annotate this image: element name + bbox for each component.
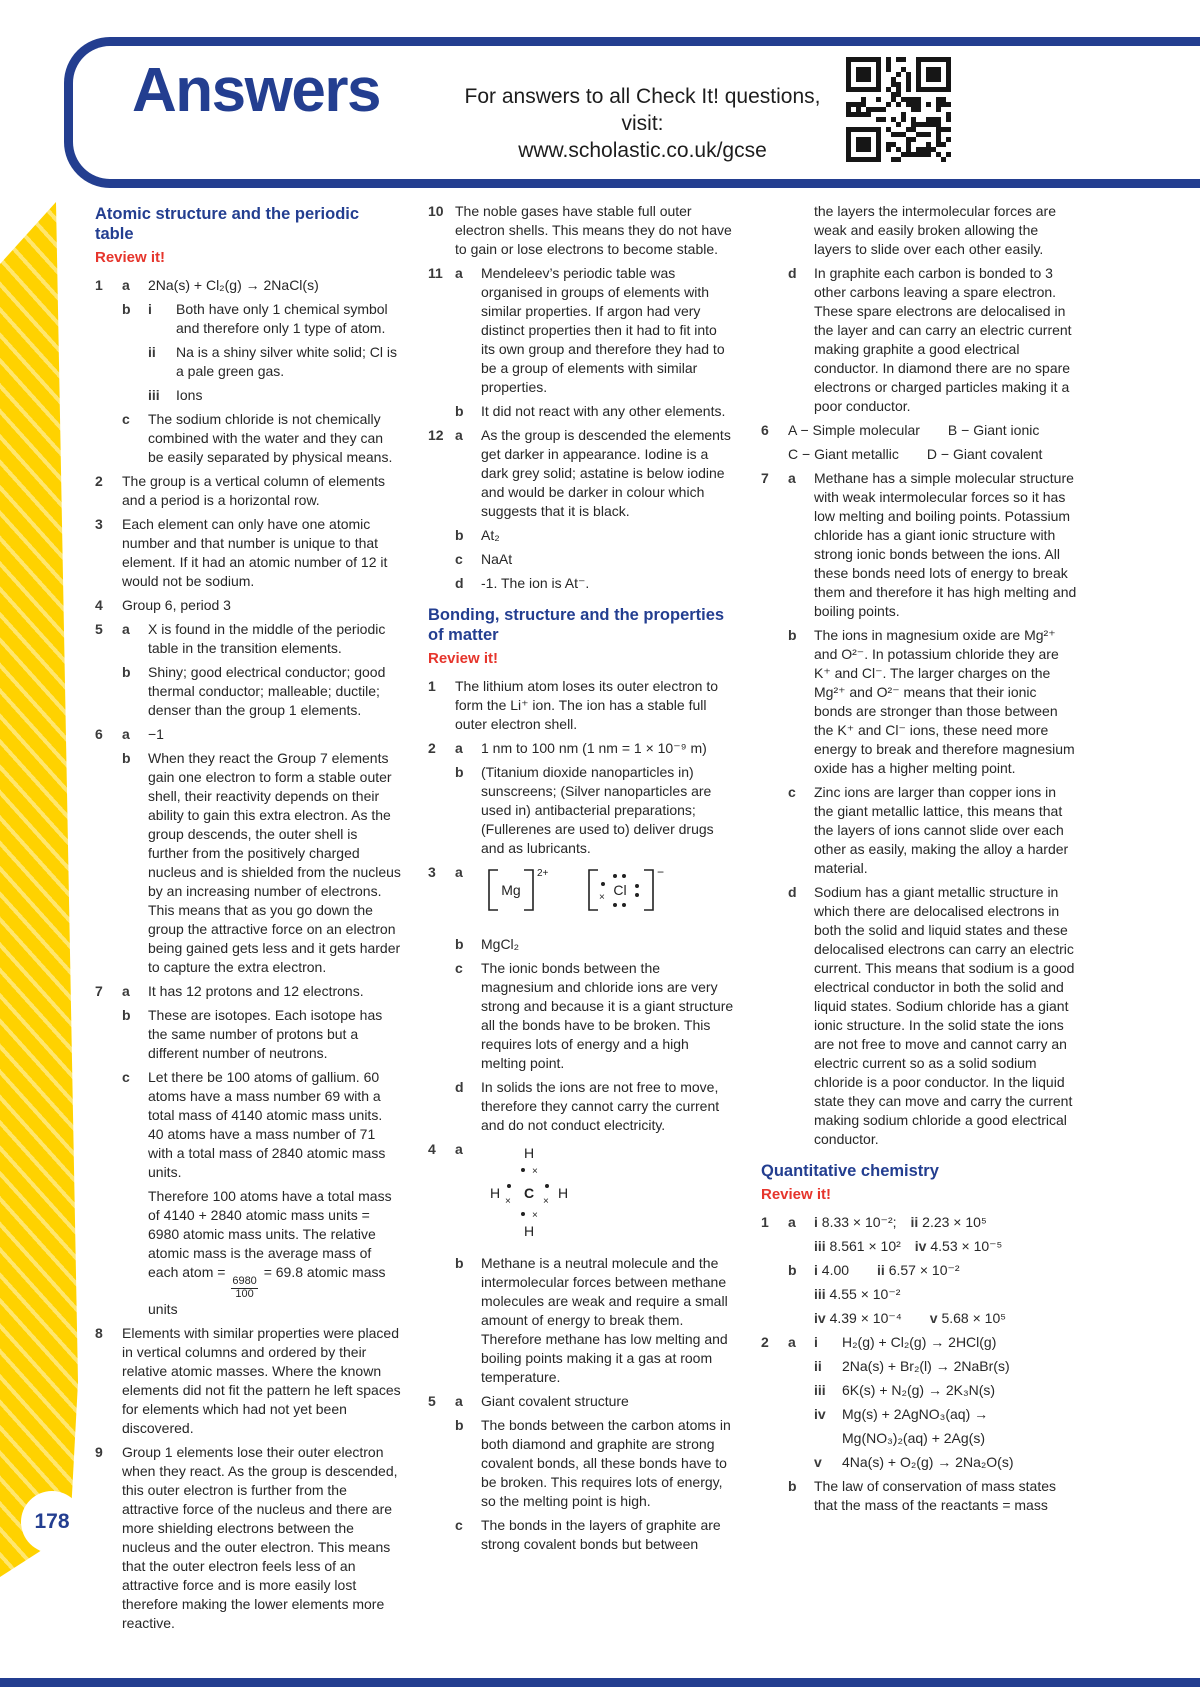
answer-row [761,1237,1077,1256]
answer-letter: a [455,427,463,443]
answer-text: The noble gases have stable full outer electron shells. This means they do not have to gain or lose electrons to become stable. [455,203,732,257]
answer-row [428,526,734,545]
answer-number: 6 [761,422,769,438]
answer-letter: a [455,1141,463,1157]
answer-text: Elements with similar properties were placed in vertical columns and ordered by their relative atomic masses. Where the known elements did not fit the pattern he left spaces for elements which had not yet been discovered. [122,1325,401,1436]
answer-number: 6 [95,726,103,742]
inline-roman-marker: i [814,1262,818,1278]
answer-row [428,1140,734,1245]
answer-roman: iv [814,1406,826,1422]
answer-row [761,783,1077,878]
answer-text: At₂ [481,527,500,543]
answer-text: Mg(s) + 2AgNO₃(aq) → [842,1406,989,1422]
answer-row [428,677,734,734]
answer-number: 7 [95,983,103,999]
answer-letter: b [455,1255,464,1271]
answer-letter: b [455,1417,464,1433]
ionic-bonding-diagram [481,863,671,921]
answer-number: 3 [95,516,103,532]
answer-text: Zinc ions are larger than copper ions in the giant metallic lattice, this means that the layers of ions cannot slide over each other as easily, making the alloy a harder material. [814,784,1069,876]
answer-text: 4Na(s) + O₂(g) → 2Na₂O(s) [842,1454,1014,1470]
answer-row [95,663,401,720]
answer-text: The ions in magnesium oxide are Mg²⁺ and O²⁻. In potassium chloride they are K⁺ and Cl⁻. The larger charges on the Mg²⁺ and O²⁻ means that their ionic bonds are stronger than those between the K⁺ and Cl⁻ ions, these need more energy to break and therefore magnesium oxide has a higher melting point. [814,627,1075,776]
answer-letter: d [788,884,797,900]
answer-text: As the group is descended the elements get darker in appearance. Iodine is a dark grey solid; astatine is below iodine and would be darker in colour which suggests that it is black. [481,427,731,519]
answer-row [95,472,401,510]
answer-letter: b [122,1007,131,1023]
answer-letter: b [455,527,464,543]
answer-number: 2 [95,473,103,489]
decorative-stripe-wedge [0,202,80,1577]
answer-text: In solids the ions are not free to move, therefore they cannot carry the current and do not conduct electricity. [481,1079,720,1133]
answer-row [428,264,734,397]
answer-letter: d [455,575,464,591]
c-atom: C [523,1185,535,1201]
answer-row [95,620,401,658]
answer-letter: a [788,470,796,486]
answer-text: Let there be 100 atoms of gallium. 60 atoms have a mass number 69 with a total mass of 4140 atomic mass units. 40 atoms have a mass number of 71 with a total mass of 2840 atomic mass units. [148,1069,386,1180]
answer-text: MgCl₂ [481,936,520,952]
answer-row [428,763,734,858]
answer-row [428,202,734,259]
answer-row [428,959,734,1073]
answer-text: It did not react with any other elements. [481,403,726,419]
answer-text: The bonds between the carbon atoms in both diamond and graphite are strong covalent bonds, all these bonds have to be broken. This requires lots of energy, so the melting point is high. [481,1417,731,1509]
section-heading: Atomic structure and the periodic table [95,205,360,243]
answer-row [428,1078,734,1135]
answer-text: H₂(g) + Cl₂(g) → 2HCl(g) [842,1334,997,1350]
inline-roman-marker: i [814,1214,818,1230]
answer-text: Giant covalent structure [481,1393,629,1409]
answer-text: Each element can only have one atomic number and that number is unique to that element. If it had an atomic number of 12 it would not be sodium. [122,516,388,589]
answer-row [761,264,1077,416]
answer-row [428,739,734,758]
answer-row [95,749,401,977]
answer-roman: ii [814,1358,822,1374]
inline-roman-marker: iv [814,1310,826,1326]
answer-letter: b [122,750,131,766]
answer-letter: b [455,764,464,780]
visit-url: www.scholastic.co.uk/gcse [518,139,767,162]
answer-row [761,445,1077,464]
answer-row [95,1443,401,1633]
answer-number: 1 [428,678,436,694]
metal-charge: 2+ [537,868,549,879]
footer-bar [0,1678,1200,1687]
answer-text: When they react the Group 7 elements gain one electron to form a stable outer shell, their reactivity depends on their ability to gain this extra electron. As the group descends, the outer shell is further from the positively charged nucleus and is shielded from the nucleus by an increasing number of electrons. This means that as you go down the group the attractive force on an electron being gained gets less and it gets harder to capture the extra electron. [148,750,401,975]
inline-roman-marker: iii [814,1238,826,1254]
answer-text: (Titanium dioxide nanoparticles in) sunscreens; (Silver nanoparticles are used in) antibacterial preparations; (Fullerenes are used to) deliver drugs and as lubricants. [481,764,714,856]
answer-text [481,863,734,926]
answer-letter: a [788,1214,796,1230]
answer-row [761,1285,1077,1304]
answer-text: Therefore 100 atoms have a total mass of 4140 + 2840 atomic mass units = 6980 atomic mass units. The relative atomic mass is the average mass of each atom = $\frac{6980}{100}$ = 69.8 atomic mass units [148,1188,392,1317]
answer-row [761,421,1077,440]
answer-row [761,1477,1077,1515]
answer-row [95,515,401,591]
answer-row [761,1429,1077,1448]
answer-text: Shiny; good electrical conductor; good thermal conductor; malleable; ductile; denser than the group 1 elements. [148,664,386,718]
inline-roman-marker: ii [910,1214,919,1230]
answer-row [428,402,734,421]
answer-row [95,276,401,295]
visit-note [445,83,840,164]
answer-text: Methane is a neutral molecule and the intermolecular forces between methane molecules are weak and require a small amount of energy to break them. Therefore methane has low melting and boiling points making it a gas at room temperature. [481,1255,728,1385]
answer-text: Na is a shiny silver white solid; Cl is a pale green gas. [176,344,397,379]
inline-roman-marker: iv [914,1238,927,1254]
h-atom: H [557,1185,569,1201]
answer-row [761,1309,1077,1328]
h-atom: H [523,1145,535,1161]
answer-letter: a [455,1393,463,1409]
answer-number: 3 [428,864,436,880]
answer-row [428,863,734,926]
answer-row [761,1357,1077,1376]
answer-text [481,1140,734,1245]
answer-letter: d [788,265,797,281]
answer-text: The ionic bonds between the magnesium and chloride ions are very strong and because it is a giant structure all the bonds have to be broken. This requires lots of energy and a high melting point. [481,960,734,1071]
review-it-label: Review it! [428,650,499,667]
answer-row [95,386,401,405]
answer-row [761,883,1077,1149]
answer-number: 10 [428,203,444,219]
answer-letter: c [455,1517,463,1533]
answer-row [95,596,401,615]
answer-text: A − Simple molecular B − Giant ionic [788,422,1040,438]
answer-number: 2 [761,1334,769,1350]
answer-text: Both have only 1 chemical symbol and therefore only 1 type of atom. [176,301,388,336]
svg-text:×: × [505,1196,511,1207]
page-number: 178 [34,1510,70,1533]
inline-roman-marker: v [929,1310,938,1326]
answer-letter: a [122,621,130,637]
answer-text: The bonds in the layers of graphite are strong covalent bonds but between [481,1517,721,1552]
answer-number: 7 [761,470,769,486]
section-heading: Bonding, structure and the properties of matter [428,606,725,644]
answers-column-1 [95,202,401,1638]
answer-row [761,1333,1077,1352]
visit-line: For answers to all Check It! questions, visit: [464,85,821,135]
answer-row [95,343,401,381]
answer-letter: b [788,1478,797,1494]
answer-letter: a [122,983,130,999]
inline-roman-marker: ii [877,1262,885,1278]
answer-row [95,1006,401,1063]
answer-letter: c [788,784,796,800]
answer-roman: i [148,301,152,317]
answer-text: the layers the intermolecular forces are weak and easily broken allowing the layers to slide over each other easily. [814,203,1056,257]
answer-roman: v [814,1454,822,1470]
answer-text: -1. The ion is At⁻. [481,575,590,591]
answer-text: In graphite each carbon is bonded to 3 other carbons leaving a spare electron. These spare electrons are delocalised in the layer and can carry an electric current making graphite a good electrical conductor. In diamond there are no spare electrons or charged particles making it a poor conductor. [814,265,1072,414]
svg-text:×: × [532,1166,538,1177]
answer-text: 6K(s) + N₂(g) → 2K₃N(s) [842,1382,996,1398]
answer-row [761,1213,1077,1232]
answer-letter: c [122,411,130,427]
answer-row [95,1068,401,1182]
answer-number: 5 [428,1393,436,1409]
answer-text: The lithium atom loses its outer electron to form the Li⁺ ion. The ion has a stable full outer electron shell. [455,678,719,732]
answer-row [428,1392,734,1411]
answer-number: 1 [95,277,103,293]
answer-number: 1 [761,1214,769,1230]
answer-text: 1 nm to 100 nm (1 nm = 1 × 10⁻⁹ m) [481,740,707,756]
answer-row [761,202,1077,259]
answer-text: Group 6, period 3 [122,597,231,613]
answer-number: 4 [428,1141,436,1157]
answer-row [95,725,401,744]
answer-text: iii 4.55 × 10⁻² [814,1286,901,1302]
answer-letter: c [455,960,463,976]
answer-letter: a [455,265,463,281]
answer-letter: a [122,726,130,742]
answer-number: 9 [95,1444,103,1460]
answer-text: 2Na(s) + Cl₂(g) → 2NaCl(s) [148,277,319,293]
answer-roman: ii [148,344,156,360]
answer-roman: iii [814,1382,826,1398]
fraction [231,1276,257,1300]
answer-text: 2Na(s) + Br₂(l) → 2NaBr(s) [842,1358,1010,1374]
answer-text: It has 12 protons and 12 electrons. [148,983,364,999]
answer-letter: c [455,551,463,567]
answer-row [761,469,1077,621]
answer-text: Ions [176,387,203,403]
answer-number: 2 [428,740,436,756]
answer-letter: a [788,1334,796,1350]
inline-roman-marker: iii [814,1286,826,1302]
answer-text: NaAt [481,551,513,567]
review-it-label: Review it! [95,249,166,266]
answer-letter: b [788,627,797,643]
h-atom: H [489,1185,501,1201]
answer-text: −1 [148,726,164,742]
answer-letter: b [455,936,464,952]
answer-text: The law of conservation of mass states that the mass of the reactants = mass [814,1478,1056,1513]
methane-dot-cross-diagram [481,1140,577,1240]
answer-row [428,1254,734,1387]
answer-row [761,1381,1077,1400]
answer-row [761,626,1077,778]
nonmetal-symbol: Cl [613,882,627,898]
answer-text: The sodium chloride is not chemically combined with the water and they can be easily separated by physical means. [148,411,393,465]
answer-text: Methane has a simple molecular structure with weak intermolecular forces so it has low melting and boiling points. Potassium chloride has a giant ionic structure with strong ionic bonds between the ions. All these bonds need lots of energy to break them and therefore it has high melting and boiling points. [814,470,1077,619]
answer-text: Group 1 elements lose their outer electron when they react. As the group is descended, this outer electron is further from the attractive force of the nucleus and there are more shielding electrons between the nucleus and the outer electron. This means that the outer electron feels less of an attractive force and is more easily lost therefore making the lower elements more reactive. [122,1444,398,1631]
qr-code [846,57,951,162]
answer-row [95,1324,401,1438]
answer-text: Mendeleev’s periodic table was organised in groups of elements with similar properties. If argon had very distinct properties then it had to fit into its own group and therefore they had to be a group of elements with similar properties. [481,265,725,395]
answer-number: 4 [95,597,103,613]
svg-text:×: × [543,1196,549,1207]
answer-text: iii 8.561 × 10² iv 4.53 × 10⁻⁵ [814,1238,1003,1254]
page-title: Answers [132,56,380,125]
answer-roman: i [814,1334,818,1350]
answer-text: i 4.00 ii 6.57 × 10⁻² [814,1262,960,1278]
answer-number: 12 [428,427,444,443]
answer-row [761,1405,1077,1424]
answer-text: iv 4.39 × 10⁻⁴ v 5.68 × 10⁵ [814,1310,1007,1326]
transferred-electron-cross: × [599,892,605,903]
answer-text: Sodium has a giant metallic structure in which there are delocalised electrons in both the solid and liquid states and these delocalised electrons can carry an electric current. This means that sodium is a good electrical conductor in both the solid and liquid states. Sodium chloride has a giant ionic structure. In the solid state the ions are not free to move and cannot carry an electric current so as a solid sodium chloride is a poor conductor. In the liquid state they can move and carry the current making sodium chloride a good electrical conductor. [814,884,1075,1147]
answer-number: 5 [95,621,103,637]
answer-row [428,574,734,593]
page-number-badge [21,1491,83,1553]
answer-text: C − Giant metallic D − Giant covalent [788,446,1043,462]
answers-column-3 [761,202,1077,1520]
fraction-numerator: 6980 [232,1275,257,1287]
answer-text: The group is a vertical column of elements and a period is a horizontal row. [122,473,386,508]
answer-letter: d [455,1079,464,1095]
answer-number: 11 [428,265,443,281]
answer-letter: a [455,864,463,880]
answer-row [428,1416,734,1511]
answer-row [95,982,401,1001]
answer-letter: a [122,277,130,293]
answer-row [761,1453,1077,1472]
answer-text: X is found in the middle of the periodic table in the transition elements. [148,621,386,656]
answers-column-2 [428,202,734,1559]
answer-row [428,1516,734,1554]
answer-row [95,300,401,338]
answer-letter: a [455,740,463,756]
answer-row [95,1187,401,1319]
metal-symbol: Mg [501,882,521,898]
answer-letter: b [455,403,464,419]
h-atom: H [523,1223,535,1239]
answer-text: i 8.33 × 10⁻²; ii 2.23 × 10⁵ [814,1214,987,1230]
answer-row [95,410,401,467]
answer-number: 8 [95,1325,103,1341]
answer-letter: b [122,301,131,317]
fraction-denominator: 100 [235,1287,254,1300]
answer-row [428,426,734,521]
nonmetal-charge: − [657,865,665,879]
svg-text:×: × [532,1210,538,1221]
answer-row [428,550,734,569]
review-it-label: Review it! [761,1186,832,1203]
answer-letter: b [788,1262,797,1278]
section-heading: Quantitative chemistry [761,1162,939,1180]
answer-row [761,1261,1077,1280]
answer-letter: c [122,1069,130,1085]
answer-text: Mg(NO₃)₂(aq) + 2Ag(s) [842,1430,985,1446]
answer-letter: b [122,664,131,680]
answer-row [428,935,734,954]
answer-roman: iii [148,387,160,403]
answer-text: These are isotopes. Each isotope has the same number of protons but a different number of neutrons. [148,1007,383,1061]
